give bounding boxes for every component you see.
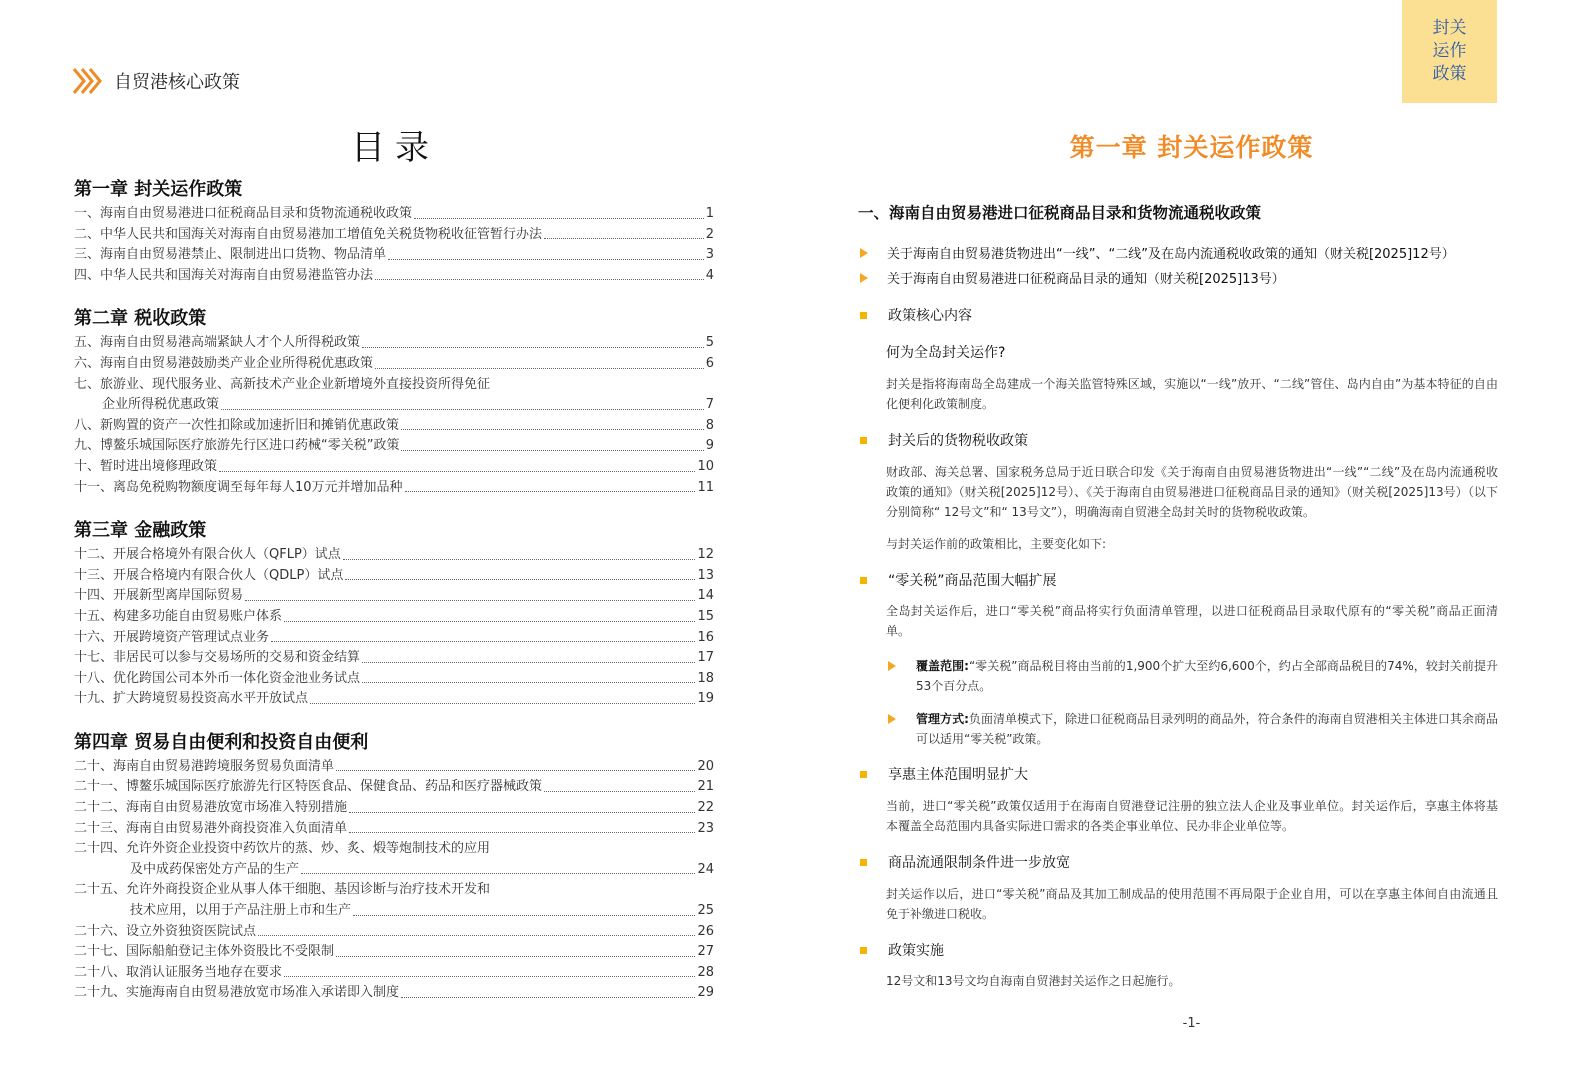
toc-entry[interactable]: [74, 436, 714, 457]
toc-page-number: 21: [697, 779, 714, 795]
toc-leader-dots: [245, 600, 695, 601]
paragraph: 封关是指将海南岛全岛建成一个海关监管特殊区域，实施以“一线”放开、“二线”管住、岛内自由”为基本特征的自由化便利化政策制度。: [886, 377, 1498, 411]
toc-page-number: 26: [697, 923, 714, 939]
toc-entry[interactable]: [74, 839, 714, 860]
paragraph: 财政部、海关总署、国家税务总局于近日联合印发《关于海南自由贸易港货物进出“一线”“二线”及在岛内流通税收政策的通知》（财关税[2025]12号）、《关于海南自由贸易港进口征税商品目录的通知》（财关税[2025]13号）（以下分别简称“ 12号文”和“ 13号文”），明确海南自贸港全岛封关时的货物税收政策。: [886, 465, 1498, 519]
toc-page-number: 24: [697, 861, 714, 877]
toc-entry[interactable]: [74, 942, 714, 963]
toc-leader-dots: [284, 621, 695, 622]
toc-page-number: 18: [697, 670, 714, 686]
toc-leader-dots: [258, 935, 695, 936]
toc-entry-title: 三、海南自由贸易港禁止、限制进出口货物、物品清单: [74, 247, 387, 263]
toc-entry-title: 二十、海南自由贸易港跨境服务贸易负面清单: [74, 758, 335, 774]
bullet-heading-text: 政策核心内容: [888, 308, 972, 324]
bullet-heading-text: 享惠主体范围明显扩大: [888, 767, 1028, 783]
toc-entry-title: 四、中华人民共和国海关对海南自由贸易港监管办法: [74, 267, 374, 283]
toc-entry[interactable]: [74, 416, 714, 437]
sub-bullet-label: 管理方式:: [916, 712, 969, 726]
toc-entry-title: 及中成药保密处方产品的生产: [130, 861, 300, 877]
triangle-bullet-icon: [860, 273, 868, 283]
toc-entry[interactable]: [74, 545, 714, 566]
toc-entry-title: 二、中华人民共和国海关对海南自由贸易港加工增值免关税货物税收征管暂行办法: [74, 226, 543, 242]
toc-leader-dots: [401, 429, 704, 430]
toc-entry-title: 十、暂时进出境修理政策: [74, 458, 218, 474]
toc-leader-dots: [388, 259, 704, 260]
toc-chapter-heading[interactable]: 第三章 金融政策: [74, 520, 207, 542]
paragraph: 全岛封关运作后，进口“零关税”商品将实行负面清单管理，以进口征税商品目录取代原有的“零关税”商品正面清单。: [886, 604, 1498, 638]
triangle-bullet-icon: [888, 714, 896, 724]
triangle-bullet-icon: [860, 248, 868, 258]
toc-entry[interactable]: [74, 689, 714, 710]
toc-entry-title: 五、海南自由贸易港高端紧缺人才个人所得税政策: [74, 335, 361, 351]
toc-entry[interactable]: [74, 648, 714, 669]
bullet-heading: [860, 852, 1070, 872]
paragraph: 12号文和13号文均自海南自贸港封关运作之日起施行。: [886, 974, 1181, 988]
section-title: 一、海南自由贸易港进口征税商品目录和货物流通税收政策: [858, 204, 1262, 222]
toc-entry[interactable]: [74, 266, 714, 287]
square-bullet-icon: [860, 771, 867, 778]
toc-entry[interactable]: [74, 669, 714, 690]
toc-entry[interactable]: [74, 757, 714, 778]
chevron-double-icon: [72, 67, 106, 95]
square-bullet-icon: [860, 312, 867, 319]
toc-entry-title: 十一、离岛免税购物额度调至每年每人10万元并增加品种: [74, 479, 403, 495]
toc-page-number: 11: [697, 479, 714, 495]
sub-bullet: [888, 656, 1498, 696]
toc-leader-dots: [375, 368, 704, 369]
toc-page: [0, 0, 790, 1080]
square-bullet-icon: [860, 437, 867, 444]
toc-chapter-heading[interactable]: 第四章 贸易自由便利和投资自由便利: [74, 731, 369, 753]
toc-entry-title: 十六、开展跨境资产管理试点业务: [74, 629, 270, 645]
toc-entry[interactable]: [74, 457, 714, 478]
toc-page-number: 23: [697, 820, 714, 836]
toc-page-number: 4: [705, 267, 714, 283]
toc-leader-dots: [349, 832, 695, 833]
sub-bullet-text: “零关税”商品税目将由当前的1,900个扩大至约6,600个，约占全部商品税目的74%，较封关前提升53个百分点。: [916, 659, 1498, 693]
toc-entry[interactable]: [74, 395, 714, 416]
toc-leader-dots: [405, 491, 696, 492]
toc-entry-title: 八、新购置的资产一次性扣除或加速折旧和摊销优惠政策: [74, 417, 400, 433]
toc-entry-title: 二十三、海南自由贸易港外商投资准入负面清单: [74, 820, 348, 836]
toc-page-number: 19: [697, 691, 714, 707]
sub-bullet-text: 负面清单模式下，除进口征税商品目录列明的商品外，符合条件的海南自贸港相关主体进口其余商品可以适用“零关税”政策。: [916, 712, 1498, 746]
square-bullet-icon: [860, 859, 867, 866]
toc-page-number: 7: [705, 397, 714, 413]
square-bullet-icon: [860, 577, 867, 584]
toc-chapter-heading[interactable]: 第一章 封关运作政策: [74, 179, 243, 200]
reference-item: [860, 268, 1285, 287]
toc-entry-title: 二十四、允许外资企业投资中药饮片的蒸、炒、炙、煅等炮制技术的应用: [74, 841, 491, 857]
toc-leader-dots: [343, 559, 696, 560]
toc-entry[interactable]: [74, 819, 714, 840]
toc-entry[interactable]: [74, 333, 714, 354]
bullet-heading-text: 商品流通限制条件进一步放宽: [888, 855, 1070, 871]
bullet-heading-text: “零关税”商品范围大幅扩展: [888, 573, 1057, 589]
toc-entry-title: 一、海南自由贸易港进口征税商品目录和货物流通税收政策: [74, 206, 413, 221]
toc-leader-dots: [375, 279, 704, 280]
toc-entry[interactable]: [74, 204, 714, 225]
toc-entry-title: 二十七、国际船舶登记主体外资股比不受限制: [74, 944, 335, 960]
toc-entry[interactable]: [74, 860, 714, 881]
toc-entry[interactable]: [74, 225, 714, 246]
toc-entry[interactable]: [74, 880, 714, 901]
toc-entry-title: 十七、非居民可以参与交易场所的交易和资金结算: [74, 650, 361, 666]
toc-page-number: 3: [705, 247, 714, 263]
toc-page-number: 8: [705, 417, 714, 433]
chapter-title: 第一章 封关运作政策: [1069, 133, 1314, 162]
toc-entry-title: 二十九、实施海南自由贸易港放宽市场准入承诺即入制度: [74, 985, 400, 1001]
toc-entry-title: 二十五、允许外商投资企业从事人体干细胞、基因诊断与治疗技术开发和: [74, 882, 491, 898]
reference-text: 关于海南自由贸易港进口征税商品目录的通知（财关税[2025]13号）: [887, 272, 1285, 287]
toc-entry-title: 二十二、海南自由贸易港放宽市场准入特别措施: [74, 800, 348, 816]
toc-entry[interactable]: [74, 628, 714, 649]
bullet-heading: [860, 570, 1057, 590]
toc-entry-title: 十九、扩大跨境贸易投资高水平开放试点: [74, 691, 309, 707]
toc-entry[interactable]: [74, 478, 714, 499]
toc-entry-title: 企业所得税优惠政策: [102, 397, 220, 413]
sub-bullet: [888, 709, 1498, 749]
toc-entry[interactable]: [74, 922, 714, 943]
section-tab-line: 运作: [1432, 41, 1467, 61]
toc-page-number: 9: [705, 438, 714, 454]
toc-page-number: 22: [697, 800, 714, 816]
bullet-heading: [860, 430, 1028, 450]
bullet-heading-text: 封关后的货物税收政策: [888, 433, 1028, 449]
toc-page-number: 29: [697, 985, 714, 1001]
toc-leader-dots: [349, 812, 695, 813]
toc-leader-dots: [362, 347, 704, 348]
toc-entry-title: 二十六、设立外资独资医院试点: [74, 923, 257, 939]
toc-leader-dots: [284, 976, 695, 977]
bullet-heading: [860, 764, 1028, 784]
toc-page-number: 5: [705, 335, 714, 351]
toc-leader-dots: [219, 471, 695, 472]
toc-leader-dots: [362, 682, 695, 683]
toc-leader-dots: [401, 450, 703, 451]
bullet-heading: [860, 305, 972, 325]
brand-title: 自贸港核心政策: [114, 72, 240, 93]
toc-leader-dots: [544, 791, 695, 792]
toc-page-number: 13: [697, 567, 714, 583]
toc-entry[interactable]: [74, 586, 714, 607]
toc-page-number: 16: [697, 629, 714, 645]
toc-page-number: 15: [697, 608, 714, 624]
section-tab: [1402, 0, 1497, 103]
toc-entry-title: 九、博鳌乐城国际医疗旅游先行区进口药械“零关税”政策: [74, 438, 400, 454]
toc-page-number: 1: [705, 206, 714, 221]
toc-entry-title: 十二、开展合格境外有限合伙人（QFLP）试点: [74, 547, 341, 563]
toc-entry[interactable]: [74, 777, 714, 798]
toc-leader-dots: [414, 218, 704, 219]
toc-chapter-heading[interactable]: 第二章 税收政策: [74, 308, 207, 330]
brand-header: [72, 66, 240, 96]
toc-entry[interactable]: [74, 607, 714, 628]
toc-entry-title: 七、旅游业、现代服务业、高新技术产业企业新增境外直接投资所得免征: [74, 376, 491, 392]
toc-entry-title: 十五、构建多功能自由贸易账户体系: [74, 608, 283, 624]
toc-entry-title: 技术应用，以用于产品注册上市和生产: [130, 903, 352, 919]
section-tab-line: 政策: [1432, 64, 1467, 84]
toc-page-number: 20: [697, 758, 714, 774]
toc-page-number: 17: [697, 650, 714, 666]
toc-entry-title: 十八、优化跨国公司本外币一体化资金池业务试点: [74, 670, 361, 686]
toc-leader-dots: [336, 770, 695, 771]
toc-page-number: 2: [705, 226, 714, 242]
content-page: [790, 0, 1593, 1080]
bullet-heading-text: 政策实施: [888, 943, 944, 959]
toc-entry[interactable]: [74, 983, 714, 1004]
toc-entry-title: 二十八、取消认证服务当地存在要求: [74, 964, 283, 980]
toc-page-number: 25: [697, 903, 714, 919]
question-heading: 何为全岛封关运作?: [886, 345, 1006, 361]
paragraph: 与封关运作前的政策相比，主要变化如下:: [886, 537, 1107, 551]
toc-entry-title: 十四、开展新型离岸国际贸易: [74, 588, 244, 604]
toc-entry[interactable]: [74, 798, 714, 819]
toc-leader-dots: [336, 956, 695, 957]
toc-leader-dots: [401, 997, 695, 998]
table-of-contents: [74, 176, 714, 1004]
toc-entry-title: 十三、开展合格境内有限合伙人（QDLP）试点: [74, 567, 344, 583]
bullet-heading: [860, 940, 944, 960]
toc-leader-dots: [345, 579, 695, 580]
toc-page-number: 27: [697, 944, 714, 960]
toc-leader-dots: [271, 641, 695, 642]
toc-entry[interactable]: [74, 901, 714, 922]
toc-entry[interactable]: [74, 963, 714, 984]
toc-page-number: 6: [705, 355, 714, 371]
toc-entry-title: 二十一、博鳌乐城国际医疗旅游先行区特医食品、保健食品、药品和医疗器械政策: [74, 779, 543, 795]
toc-page-number: 28: [697, 964, 714, 980]
toc-leader-dots: [310, 703, 695, 704]
toc-leader-dots: [353, 915, 695, 916]
section-tab-line: 封关: [1432, 18, 1467, 38]
toc-heading: 目录: [351, 128, 439, 168]
toc-page-number: 14: [697, 588, 714, 604]
toc-page-number: 10: [697, 458, 714, 474]
square-bullet-icon: [860, 947, 867, 954]
page-number: -1-: [1182, 1016, 1201, 1031]
toc-leader-dots: [544, 238, 704, 239]
reference-text: 关于海南自由贸易港货物进出“一线”、“二线”及在岛内流通税收政策的通知（财关税[2025]12号）: [887, 247, 1455, 262]
paragraph: 当前，进口“零关税”政策仅适用于在海南自贸港登记注册的独立法人企业及事业单位。封关运作后，享惠主体将基本覆盖全岛范围内具备实际进口需求的各类企事业单位、民办非企业单位等。: [886, 799, 1498, 833]
toc-leader-dots: [221, 409, 704, 410]
paragraph: 封关运作以后，进口“零关税”商品及其加工制成品的使用范围不再局限于企业自用，可以在享惠主体间自由流通且免于补缴进口税收。: [886, 887, 1498, 921]
toc-leader-dots: [362, 662, 695, 663]
sub-bullet-label: 覆盖范围:: [916, 659, 969, 673]
toc-leader-dots: [301, 873, 695, 874]
toc-page-number: 12: [697, 547, 714, 563]
triangle-bullet-icon: [888, 661, 896, 671]
toc-entry[interactable]: [74, 566, 714, 587]
toc-entry[interactable]: [74, 354, 714, 375]
toc-entry[interactable]: [74, 245, 714, 266]
reference-item: [860, 243, 1455, 262]
toc-entry[interactable]: [74, 375, 714, 396]
toc-entry-title: 六、海南自由贸易港鼓励类产业企业所得税优惠政策: [74, 355, 374, 371]
